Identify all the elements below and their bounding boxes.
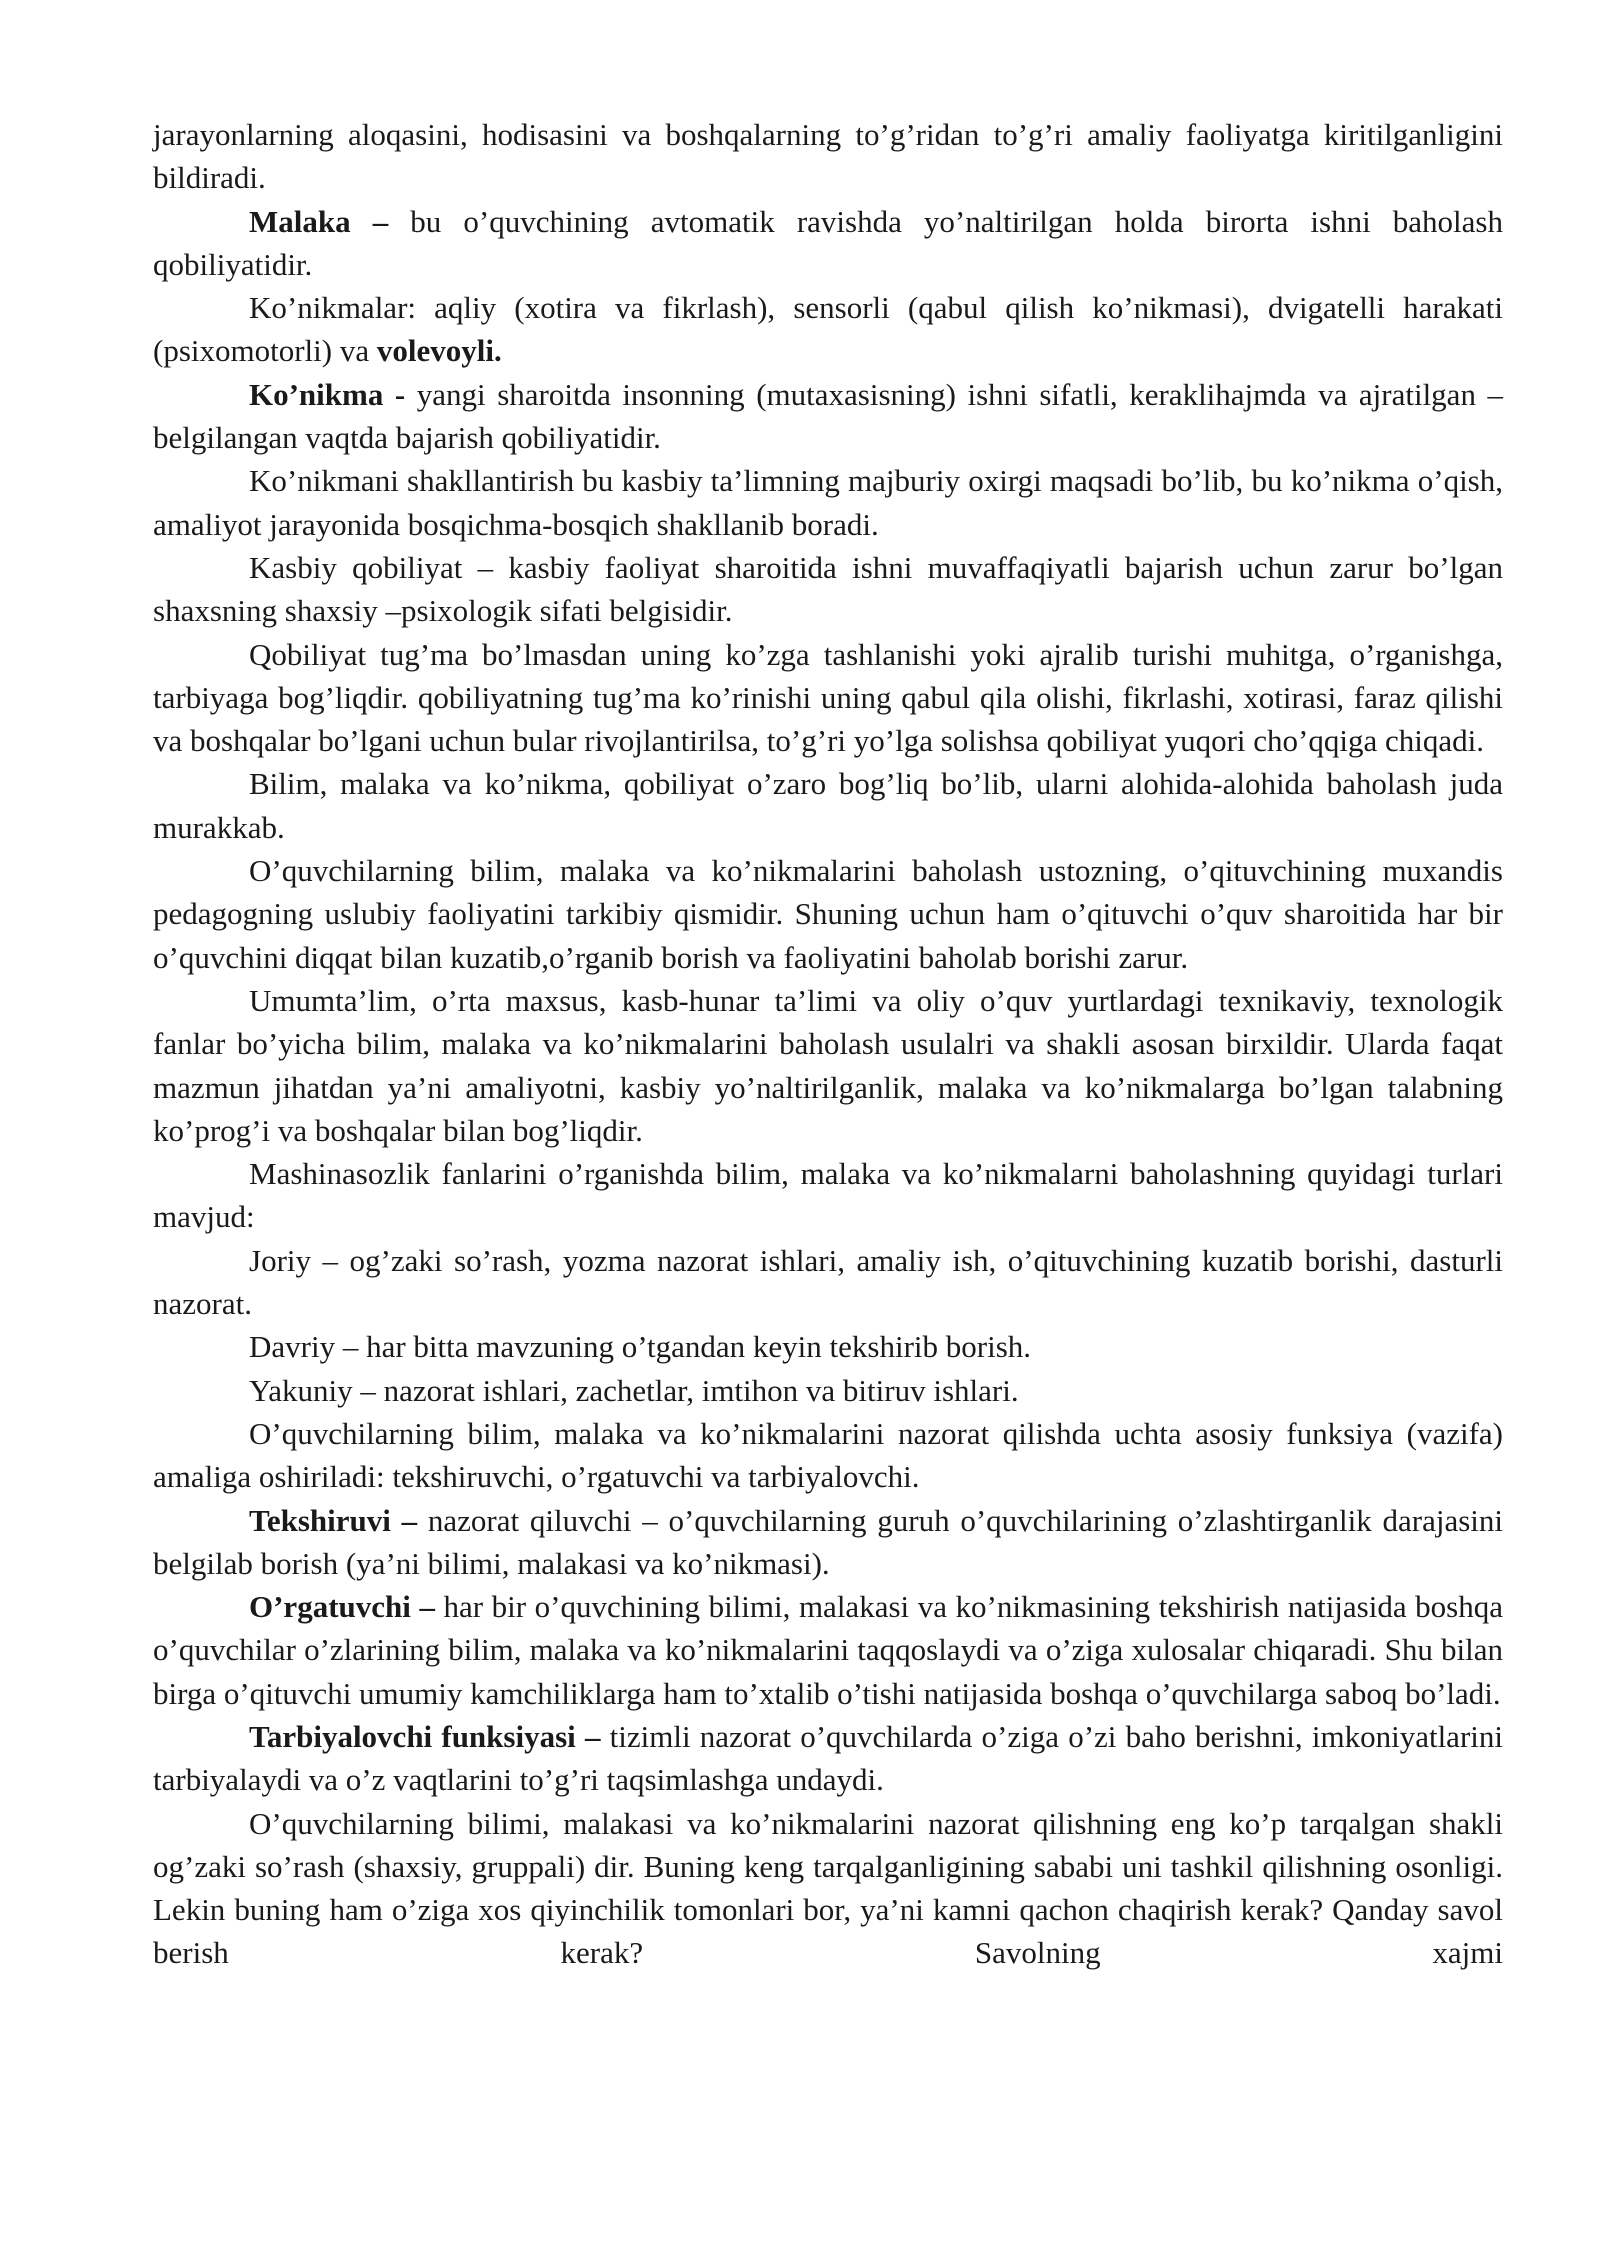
term-tarbiyalovchi: Tarbiyalovchi funksiyasi – — [249, 1718, 601, 1754]
paragraph-text: Kasbiy qobiliyat – kasbiy faoliyat sharoitida ishni muvaffaqiyatli bajarish uchun zarur bo’lgan shaxsning shaxsiy –psixologik sifati belgisidir. — [153, 549, 1503, 629]
paragraph-joriy — [153, 1239, 1503, 1326]
paragraph-text: Mashinasozlik fanlarini o’rganishda bilim, malaka va ko’nikmalarni baholashning quyidagi turlari mavjud: — [153, 1156, 1503, 1235]
paragraph-text: har bir o’quvchining bilimi, malakasi va ko’nikmasining tekshirish natijasida boshqa o’quvchilar o’zlarining bilim, malaka va ko’nikmalarini taqqoslaydi va o’ziga xulosalar chiqaradi. Shu bilan birga o’qituvchi umumiy kamchiliklarga ham to’xtalib o’tishi natijasida boshqa o’quvchilarga saboq bo’ladi. — [153, 1589, 1504, 1711]
paragraph-umumtalim — [153, 979, 1503, 1152]
paragraph-davriy — [153, 1325, 1503, 1368]
paragraph-text: O’quvchilarning bilimi, malakasi va ko’nikmalarini nazorat qilishning eng ko’p tarqalgan shakli og’zaki so’rash (shaxsiy, gruppali) dir. Buning keng tarqalganligining sababi uni tashkil qilishning osonligi. Lekin buning ham o’ziga xos qiyinchilik tomonlari bor, ya’ni kamni qachon chaqirish kerak? Qanday savol berish kerak? Savolning xajmi — [153, 1805, 1503, 1971]
paragraph-text: yangi sharoitda insonning (mutaxasisning) ishni sifatli, keraklihajmda va ajratilgan – belgilangan vaqtda bajarish qobiliyatidir. — [153, 376, 1503, 456]
paragraph-baholash — [153, 849, 1503, 979]
paragraph-qobiliyat — [153, 633, 1503, 763]
paragraph-text: Umumta’lim, o’rta maxsus, kasb-hunar ta’limi va oliy o’quv yurtlardagi texnikaviy, texnologik fanlar bo’yicha bilim, malaka va ko’nikmalarini baholash usulalri va shakli asosan birxildir. Ularda faqat mazmun jihatdan ya’ni amaliyotni, kasbiy yo’naltirilganlik, malaka va ko’nikmalarga bo’lgan talabning ko’prog’i va boshqalar bilan bog’liqdir. — [153, 982, 1503, 1148]
paragraph-malaka — [153, 200, 1503, 287]
paragraph-ogzaki-sorash — [153, 1802, 1503, 1975]
paragraph-text: Davriy – har bitta mavzuning o’tgandan keyin tekshirib borish. — [249, 1329, 1032, 1365]
term-volevoyli: volevoyli. — [376, 333, 502, 369]
paragraph-text: Joriy – og’zaki so’rash, yozma nazorat ishlari, amaliy ish, o’qituvchining kuzatib borishi, dasturli nazorat. — [153, 1242, 1503, 1322]
paragraph-continuation — [153, 113, 1503, 200]
paragraph-kasbiy-qobiliyat — [153, 546, 1503, 633]
paragraph-orgatuvchi — [153, 1585, 1503, 1715]
paragraph-tekshiruvi — [153, 1499, 1503, 1586]
paragraph-text: Ko’nikmani shakllantirish bu kasbiy ta’limning majburiy oxirgi maqsadi bo’lib, bu ko’nikma o’qish, amaliyot jarayonida bosqichma-bosqich shakllanib boradi. — [153, 463, 1503, 542]
paragraph-text: O’quvchilarning bilim, malaka va ko’nikmalarini baholash ustozning, o’qituvchining muxandis pedagogning uslubiy faoliyatini tarkibiy qismidir. Shuning uchun ham o’qituvchi o’quv sharoitida har bir o’quvchini diqqat bilan kuzatib,o’rganib borish va faoliyatini baholab borishi zarur. — [153, 853, 1503, 975]
paragraph-yakuniy — [153, 1369, 1503, 1412]
paragraph-text: Qobiliyat tug’ma bo’lmasdan uning ko’zga tashlanishi yoki ajralib turishi muhitga, o’rganishga, tarbiyaga bog’liqdir. qobiliyatning tug’ma ko’rinishi uning qabul qila olishi, fikrlashi, xotirasi, faraz qilishi va boshqalar bo’lgani uchun bular rivojlantirilsa, to’g’ri yo’lga solishsa qobiliyat yuqori cho’qqiga chiqadi. — [153, 636, 1503, 759]
paragraph-text: bu o’quvchining avtomatik ravishda yo’naltirilgan holda birorta ishni baholash qobiliyatidir. — [153, 203, 1503, 282]
paragraph-text: tizimli nazorat o’quvchilarda o’ziga o’zi baho berishni, imkoniyatlarini tarbiyalaydi va o’z vaqtlarini to’g’ri taqsimlashga undaydi. — [153, 1718, 1503, 1798]
paragraph-konikma — [153, 373, 1503, 460]
paragraph-text: Bilim, malaka va ko’nikma, qobiliyat o’zaro bog’liq bo’lib, ularni alohida-alohida baholash juda murakkab. — [153, 766, 1503, 845]
paragraph-bilim-malaka — [153, 762, 1503, 849]
paragraph-tarbiyalovchi — [153, 1715, 1503, 1802]
term-konikma: Ko’nikma - — [249, 376, 406, 412]
paragraph-funksiyalar — [153, 1412, 1503, 1499]
paragraph-text: Yakuniy – nazorat ishlari, zachetlar, imtihon va bitiruv ishlari. — [249, 1372, 1019, 1408]
term-orgatuvchi: O’rgatuvchi – — [249, 1589, 435, 1625]
paragraph-shakllantirish — [153, 459, 1503, 546]
paragraph-text: O’quvchilarning bilim, malaka va ko’nikmalarini nazorat qilishda uchta asosiy funksiya (vazifa) amaliga oshiriladi: tekshiruvchi, o’rgatuvchi va tarbiyalovchi. — [153, 1415, 1503, 1495]
paragraph-konikmalar — [153, 286, 1503, 373]
paragraph-text: Ko’nikmalar: aqliy (xotira va fikrlash), sensorli (qabul qilish ko’nikmasi), dvigatelli harakati (psixomotorli) va — [153, 290, 1503, 369]
term-malaka: Malaka – — [249, 203, 389, 239]
term-tekshiruvi: Tekshiruvi – — [249, 1502, 418, 1538]
paragraph-text: jarayonlarning aloqasini, hodisasini va boshqalarning to’g’ridan to’g’ri amaliy faoliyatga kiritilganligini bildiradi. — [153, 117, 1503, 196]
paragraph-text: nazorat qiluvchi – o’quvchilarning guruh o’quvchilarining o’zlashtirganlik darajasini belgilab borish (ya’ni bilimi, malakasi va ko’nikmasi). — [153, 1502, 1504, 1581]
paragraph-mashinasozlik — [153, 1152, 1503, 1239]
